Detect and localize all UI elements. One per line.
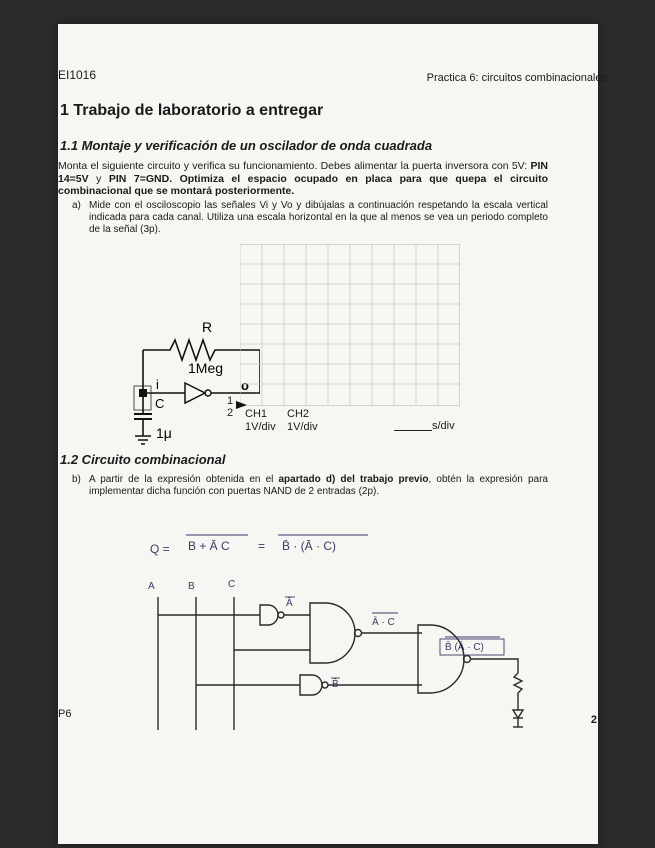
oscillator-circuit [110,318,260,463]
item-a-letter: a) [72,200,81,211]
subsection-title-oscillator: 1.1 Montaje y verificación de un oscilador de onda cuadrada [60,138,433,153]
node-in-label: i [156,377,159,392]
nand1-gate [310,603,355,663]
item-a [72,200,548,236]
inverter-symbol [185,383,205,403]
ch1-label: CH1 [245,408,268,420]
input-b-label: B [188,581,195,592]
nand-not-a-bubble [278,612,284,618]
expr-q: Q = [150,542,170,556]
page-number: 2 [590,714,597,726]
practice-title: Practica 6: circuitos combinacionales [426,72,607,84]
channel-marker-1: 1 [227,395,234,407]
resistor-label: R [202,319,213,335]
not-b-label: B̄ [332,679,339,690]
expr-mid: B + Ā C [188,539,230,553]
item-b-bold: apartado d) del trabajo previo [278,474,429,485]
intro-and: y [88,172,109,185]
resistor-value: 1Meg [188,360,224,376]
final-out-label: B̄ (Ā · C) [445,642,484,653]
intro-paragraph [58,160,548,198]
channel-marker-2: 2 [227,407,234,419]
handwritten-expression [140,528,380,562]
ch2-scale: 1V/div [287,421,318,433]
expr-right: B̄ · (Ā · C) [282,539,336,553]
led-symbol [513,710,523,718]
nand-not-a-gate [260,605,278,625]
item-b-pre: A partir de la expresión obtenida en el [89,474,279,485]
subsection-title-combinational: 1.2 Circuito combinacional [60,452,226,467]
ch1-info [245,408,276,434]
intro-text: Monta el siguiente circuito y verifica su funcionamiento. Debes alimentar la puerta inversora con 5V: [58,160,531,172]
nand-not-b-bubble [322,682,328,688]
time-scale-blank [394,430,432,431]
item-b-post: , obtén la expresión para implementar dicha función con puertas NAND de 2 entradas (2p). [89,474,548,497]
grid-lines [240,244,460,406]
node-out-label: o [241,378,249,393]
input-node [139,389,147,397]
ch2-info [287,408,318,434]
not-a-label: Ā [286,598,293,609]
item-b [72,474,548,498]
item-a-text: Mide con el osciloscopio las señales Vi y Vo y dibújalas a continuación respetando la escala vertical indicada para cada canal. Utiliza una escala horizontal en la que al menos se vea un periodo completo de la señal (3p). [89,200,548,235]
ch1-scale: 1V/div [245,421,276,433]
section-title: 1 Trabajo de laboratorio a entregar [60,102,324,119]
led-resistor-symbol [514,673,522,710]
cap-label: C [155,396,165,411]
wire-output [471,659,518,673]
item-b-text [89,474,548,498]
time-scale-unit: s/div [432,420,455,432]
intro-pin7: PIN 7=GND. Optimiza el espacio ocupado en placa para que quepa el circuito combinacional que se montará posteriormente. [58,172,548,197]
input-a-label: A [148,581,155,592]
ch2-label: CH2 [287,408,310,420]
nand1-out-label: Ā · C [372,617,395,628]
handwritten-logic-circuit [140,575,540,740]
nand2-gate [418,625,464,693]
course-code: EI1016 [58,68,97,82]
intro-pin14: PIN 14=5V [58,160,548,185]
expr-eq: = [258,539,266,553]
nand-not-b-gate [300,675,322,695]
footer-left: P6 [58,708,72,720]
item-b-letter: b) [72,474,81,485]
input-c-label: C [228,579,236,590]
cap-value: 1μ [156,425,172,441]
oscilloscope-grid [240,244,460,406]
